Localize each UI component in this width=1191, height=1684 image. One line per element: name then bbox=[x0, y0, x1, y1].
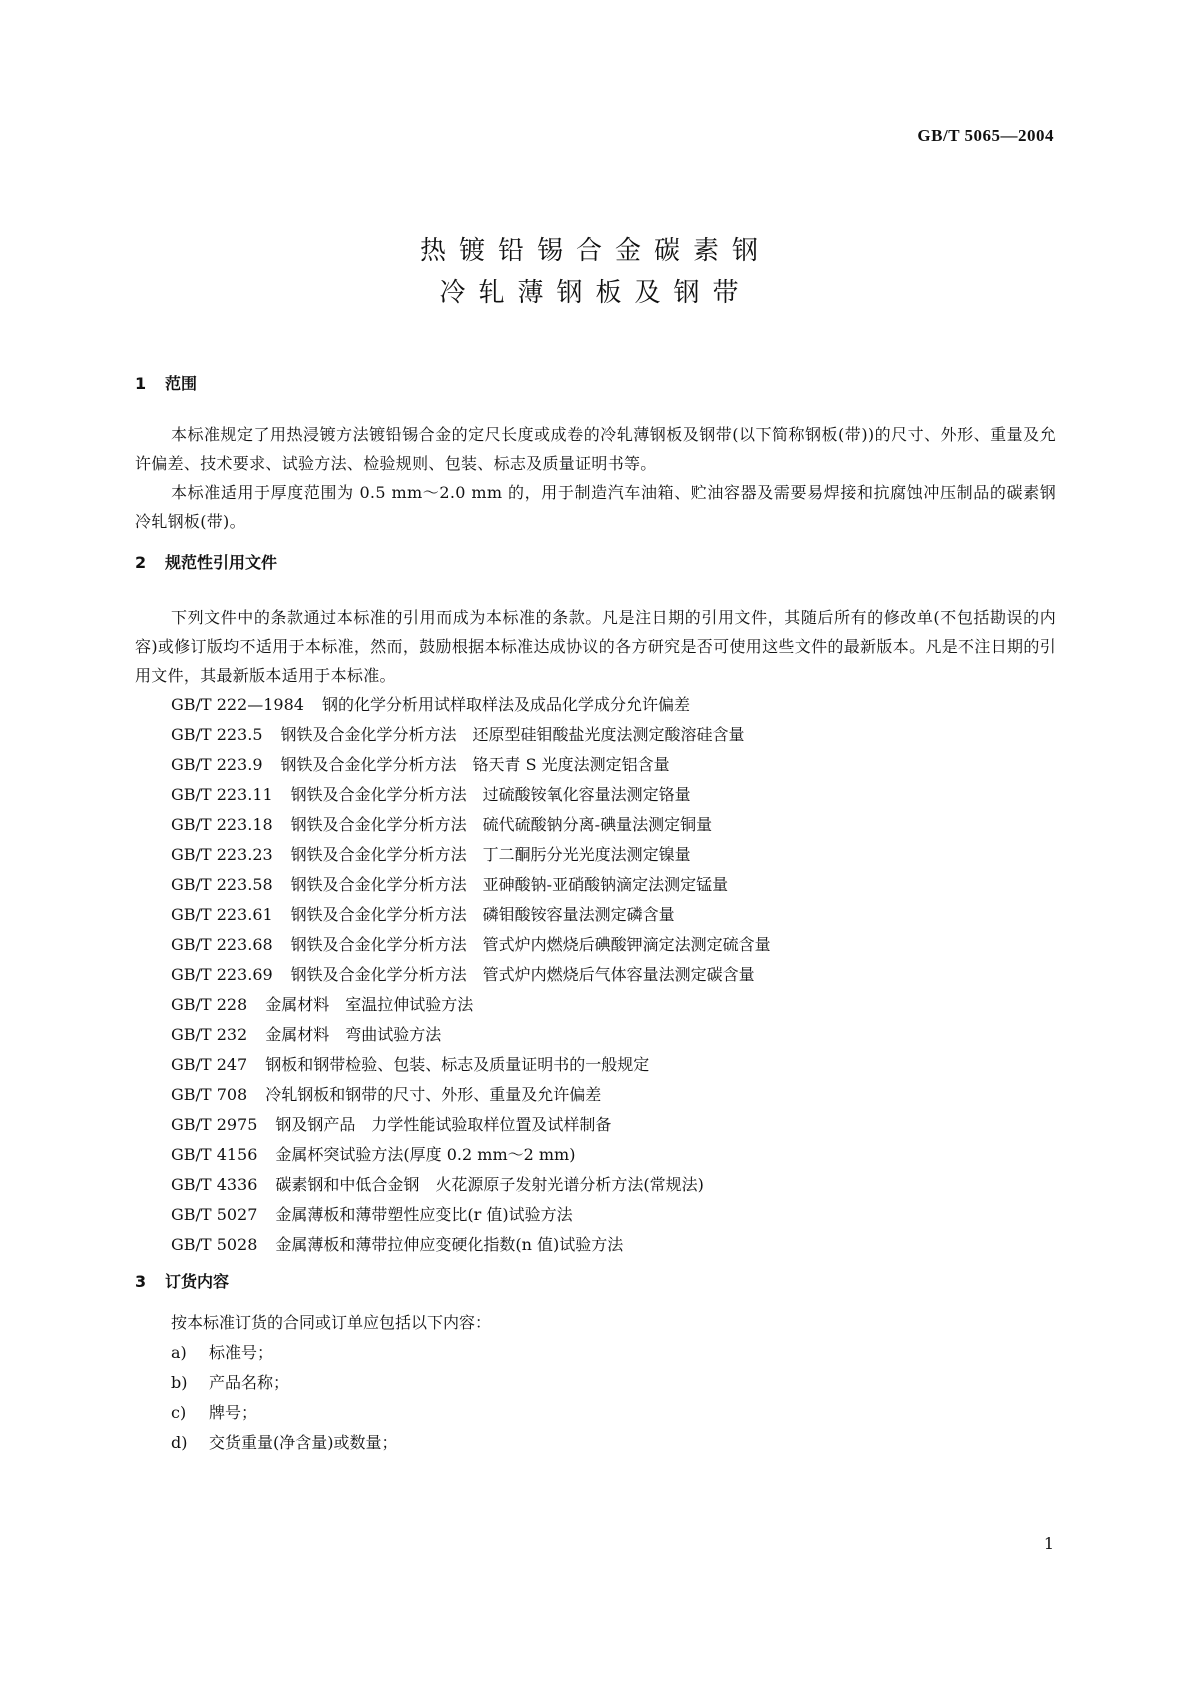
reference-title: 钢铁及合金化学分析方法 硫代硫酸钠分离-碘量法测定铜量 bbox=[290, 815, 713, 834]
section-3-heading bbox=[135, 1270, 1056, 1294]
reference-title: 碳素钢和中低合金钢 火花源原子发射光谱分析方法(常规法) bbox=[275, 1175, 704, 1194]
section-title: 范围 bbox=[165, 374, 198, 393]
reference-code: GB/T 223.58 bbox=[171, 875, 273, 894]
paragraph: 下列文件中的条款通过本标准的引用而成为本标准的条款。凡是注日期的引用文件，其随后所有的修改单(不包括勘误的内容)或修订版均不适用于本标准，然而，鼓励根据本标准达成协议的各方研究是否可使用这些文件的最新版本。凡是不注日期的引用文件，其最新版本适用于本标准。 bbox=[135, 608, 1056, 685]
list-item-text: 牌号； bbox=[209, 1403, 258, 1422]
section-number: 3 bbox=[135, 1272, 147, 1291]
list-item bbox=[135, 1368, 1056, 1398]
list-item-label: a) bbox=[171, 1343, 187, 1362]
reference-item bbox=[135, 750, 1056, 780]
reference-code: GB/T 222—1984 bbox=[171, 695, 304, 714]
document-title bbox=[0, 230, 1191, 314]
reference-code: GB/T 4156 bbox=[171, 1145, 258, 1164]
reference-title: 钢及钢产品 力学性能试验取样位置及试样制备 bbox=[275, 1115, 612, 1134]
document-body bbox=[135, 372, 1056, 1458]
reference-code: GB/T 223.9 bbox=[171, 755, 263, 774]
reference-title: 金属薄板和薄带拉伸应变硬化指数(n 值)试验方法 bbox=[275, 1235, 624, 1254]
reference-item bbox=[135, 990, 1056, 1020]
reference-code: GB/T 708 bbox=[171, 1085, 248, 1104]
reference-item bbox=[135, 900, 1056, 930]
reference-item bbox=[135, 1200, 1056, 1230]
section-number: 1 bbox=[135, 374, 147, 393]
reference-item bbox=[135, 720, 1056, 750]
reference-code: GB/T 223.69 bbox=[171, 965, 273, 984]
reference-item bbox=[135, 840, 1056, 870]
list-item bbox=[135, 1338, 1056, 1368]
reference-title: 金属材料 弯曲试验方法 bbox=[265, 1025, 442, 1044]
reference-item bbox=[135, 810, 1056, 840]
paragraph: 本标准规定了用热浸镀方法镀铅锡合金的定尺长度或成卷的冷轧薄钢板及钢带(以下简称钢板(带))的尺寸、外形、重量及允许偏差、技术要求、试验方法、检验规则、包装、标志及质量证明书等。 bbox=[135, 425, 1056, 473]
reference-title: 钢铁及合金化学分析方法 丁二酮肟分光光度法测定镍量 bbox=[290, 845, 691, 864]
reference-item bbox=[135, 1050, 1056, 1080]
reference-code: GB/T 4336 bbox=[171, 1175, 258, 1194]
list-item bbox=[135, 1428, 1056, 1458]
reference-title: 金属薄板和薄带塑性应变比(r 值)试验方法 bbox=[275, 1205, 573, 1224]
section-title: 规范性引用文件 bbox=[165, 553, 278, 572]
reference-title: 金属材料 室温拉伸试验方法 bbox=[265, 995, 474, 1014]
reference-item bbox=[135, 960, 1056, 990]
page-number: 1 bbox=[1043, 1534, 1054, 1553]
reference-code: GB/T 5028 bbox=[171, 1235, 258, 1254]
reference-code: GB/T 223.11 bbox=[171, 785, 273, 804]
standard-code-header: GB/T 5065—2004 bbox=[917, 126, 1054, 145]
reference-item bbox=[135, 780, 1056, 810]
section-1-heading bbox=[135, 372, 1056, 396]
reference-title: 钢铁及合金化学分析方法 过硫酸铵氧化容量法测定铬量 bbox=[290, 785, 691, 804]
reference-item bbox=[135, 1230, 1056, 1260]
reference-title: 钢铁及合金化学分析方法 还原型硅钼酸盐光度法测定酸溶硅含量 bbox=[280, 725, 745, 744]
reference-item bbox=[135, 690, 1056, 720]
reference-code: GB/T 223.5 bbox=[171, 725, 263, 744]
reference-item bbox=[135, 870, 1056, 900]
list-item-label: d) bbox=[171, 1433, 188, 1452]
reference-code: GB/T 232 bbox=[171, 1025, 248, 1044]
list-item-text: 交货重量(净含量)或数量； bbox=[209, 1433, 398, 1452]
reference-title: 冷轧钢板和钢带的尺寸、外形、重量及允许偏差 bbox=[265, 1085, 602, 1104]
paragraph: 本标准适用于厚度范围为 0.5 mm～2.0 mm 的，用于制造汽车油箱、贮油容器及需要易焊接和抗腐蚀冲压制品的碳素钢冷轧钢板(带)。 bbox=[135, 483, 1056, 531]
reference-item bbox=[135, 1110, 1056, 1140]
reference-item bbox=[135, 1170, 1056, 1200]
list-item-text: 标准号； bbox=[209, 1343, 274, 1362]
reference-title: 钢铁及合金化学分析方法 管式炉内燃烧后碘酸钾滴定法测定硫含量 bbox=[290, 935, 771, 954]
reference-item bbox=[135, 930, 1056, 960]
reference-code: GB/T 223.18 bbox=[171, 815, 273, 834]
list-item-label: c) bbox=[171, 1403, 187, 1422]
reference-title: 钢铁及合金化学分析方法 磷钼酸铵容量法测定磷含量 bbox=[290, 905, 675, 924]
list-item-label: b) bbox=[171, 1373, 188, 1392]
reference-code: GB/T 228 bbox=[171, 995, 248, 1014]
reference-title: 钢铁及合金化学分析方法 管式炉内燃烧后气体容量法测定碳含量 bbox=[290, 965, 755, 984]
reference-code: GB/T 223.61 bbox=[171, 905, 273, 924]
reference-item bbox=[135, 1080, 1056, 1110]
section-number: 2 bbox=[135, 553, 147, 572]
reference-title: 钢的化学分析用试样取样法及成品化学成分允许偏差 bbox=[321, 695, 690, 714]
reference-item bbox=[135, 1140, 1056, 1170]
reference-item bbox=[135, 1020, 1056, 1050]
section-2-heading bbox=[135, 551, 1056, 575]
reference-code: GB/T 247 bbox=[171, 1055, 248, 1074]
reference-list bbox=[135, 690, 1056, 1260]
reference-title: 钢铁及合金化学分析方法 铬天青 S 光度法测定铝含量 bbox=[280, 755, 670, 774]
title-line-2: 冷轧薄钢板及钢带 bbox=[439, 278, 752, 308]
reference-code: GB/T 5027 bbox=[171, 1205, 258, 1224]
paragraph: 按本标准订货的合同或订单应包括以下内容： bbox=[171, 1313, 492, 1332]
reference-title: 钢板和钢带检验、包装、标志及质量证明书的一般规定 bbox=[265, 1055, 650, 1074]
reference-code: GB/T 223.23 bbox=[171, 845, 273, 864]
section-title: 订货内容 bbox=[165, 1272, 230, 1291]
title-line-1: 热镀铅锡合金碳素钢 bbox=[419, 236, 771, 266]
order-content-list bbox=[135, 1338, 1056, 1458]
reference-code: GB/T 2975 bbox=[171, 1115, 258, 1134]
reference-title: 金属杯突试验方法(厚度 0.2 mm～2 mm) bbox=[275, 1145, 576, 1164]
reference-code: GB/T 223.68 bbox=[171, 935, 273, 954]
list-item bbox=[135, 1398, 1056, 1428]
list-item-text: 产品名称； bbox=[209, 1373, 290, 1392]
reference-title: 钢铁及合金化学分析方法 亚砷酸钠-亚硝酸钠滴定法测定锰量 bbox=[290, 875, 729, 894]
